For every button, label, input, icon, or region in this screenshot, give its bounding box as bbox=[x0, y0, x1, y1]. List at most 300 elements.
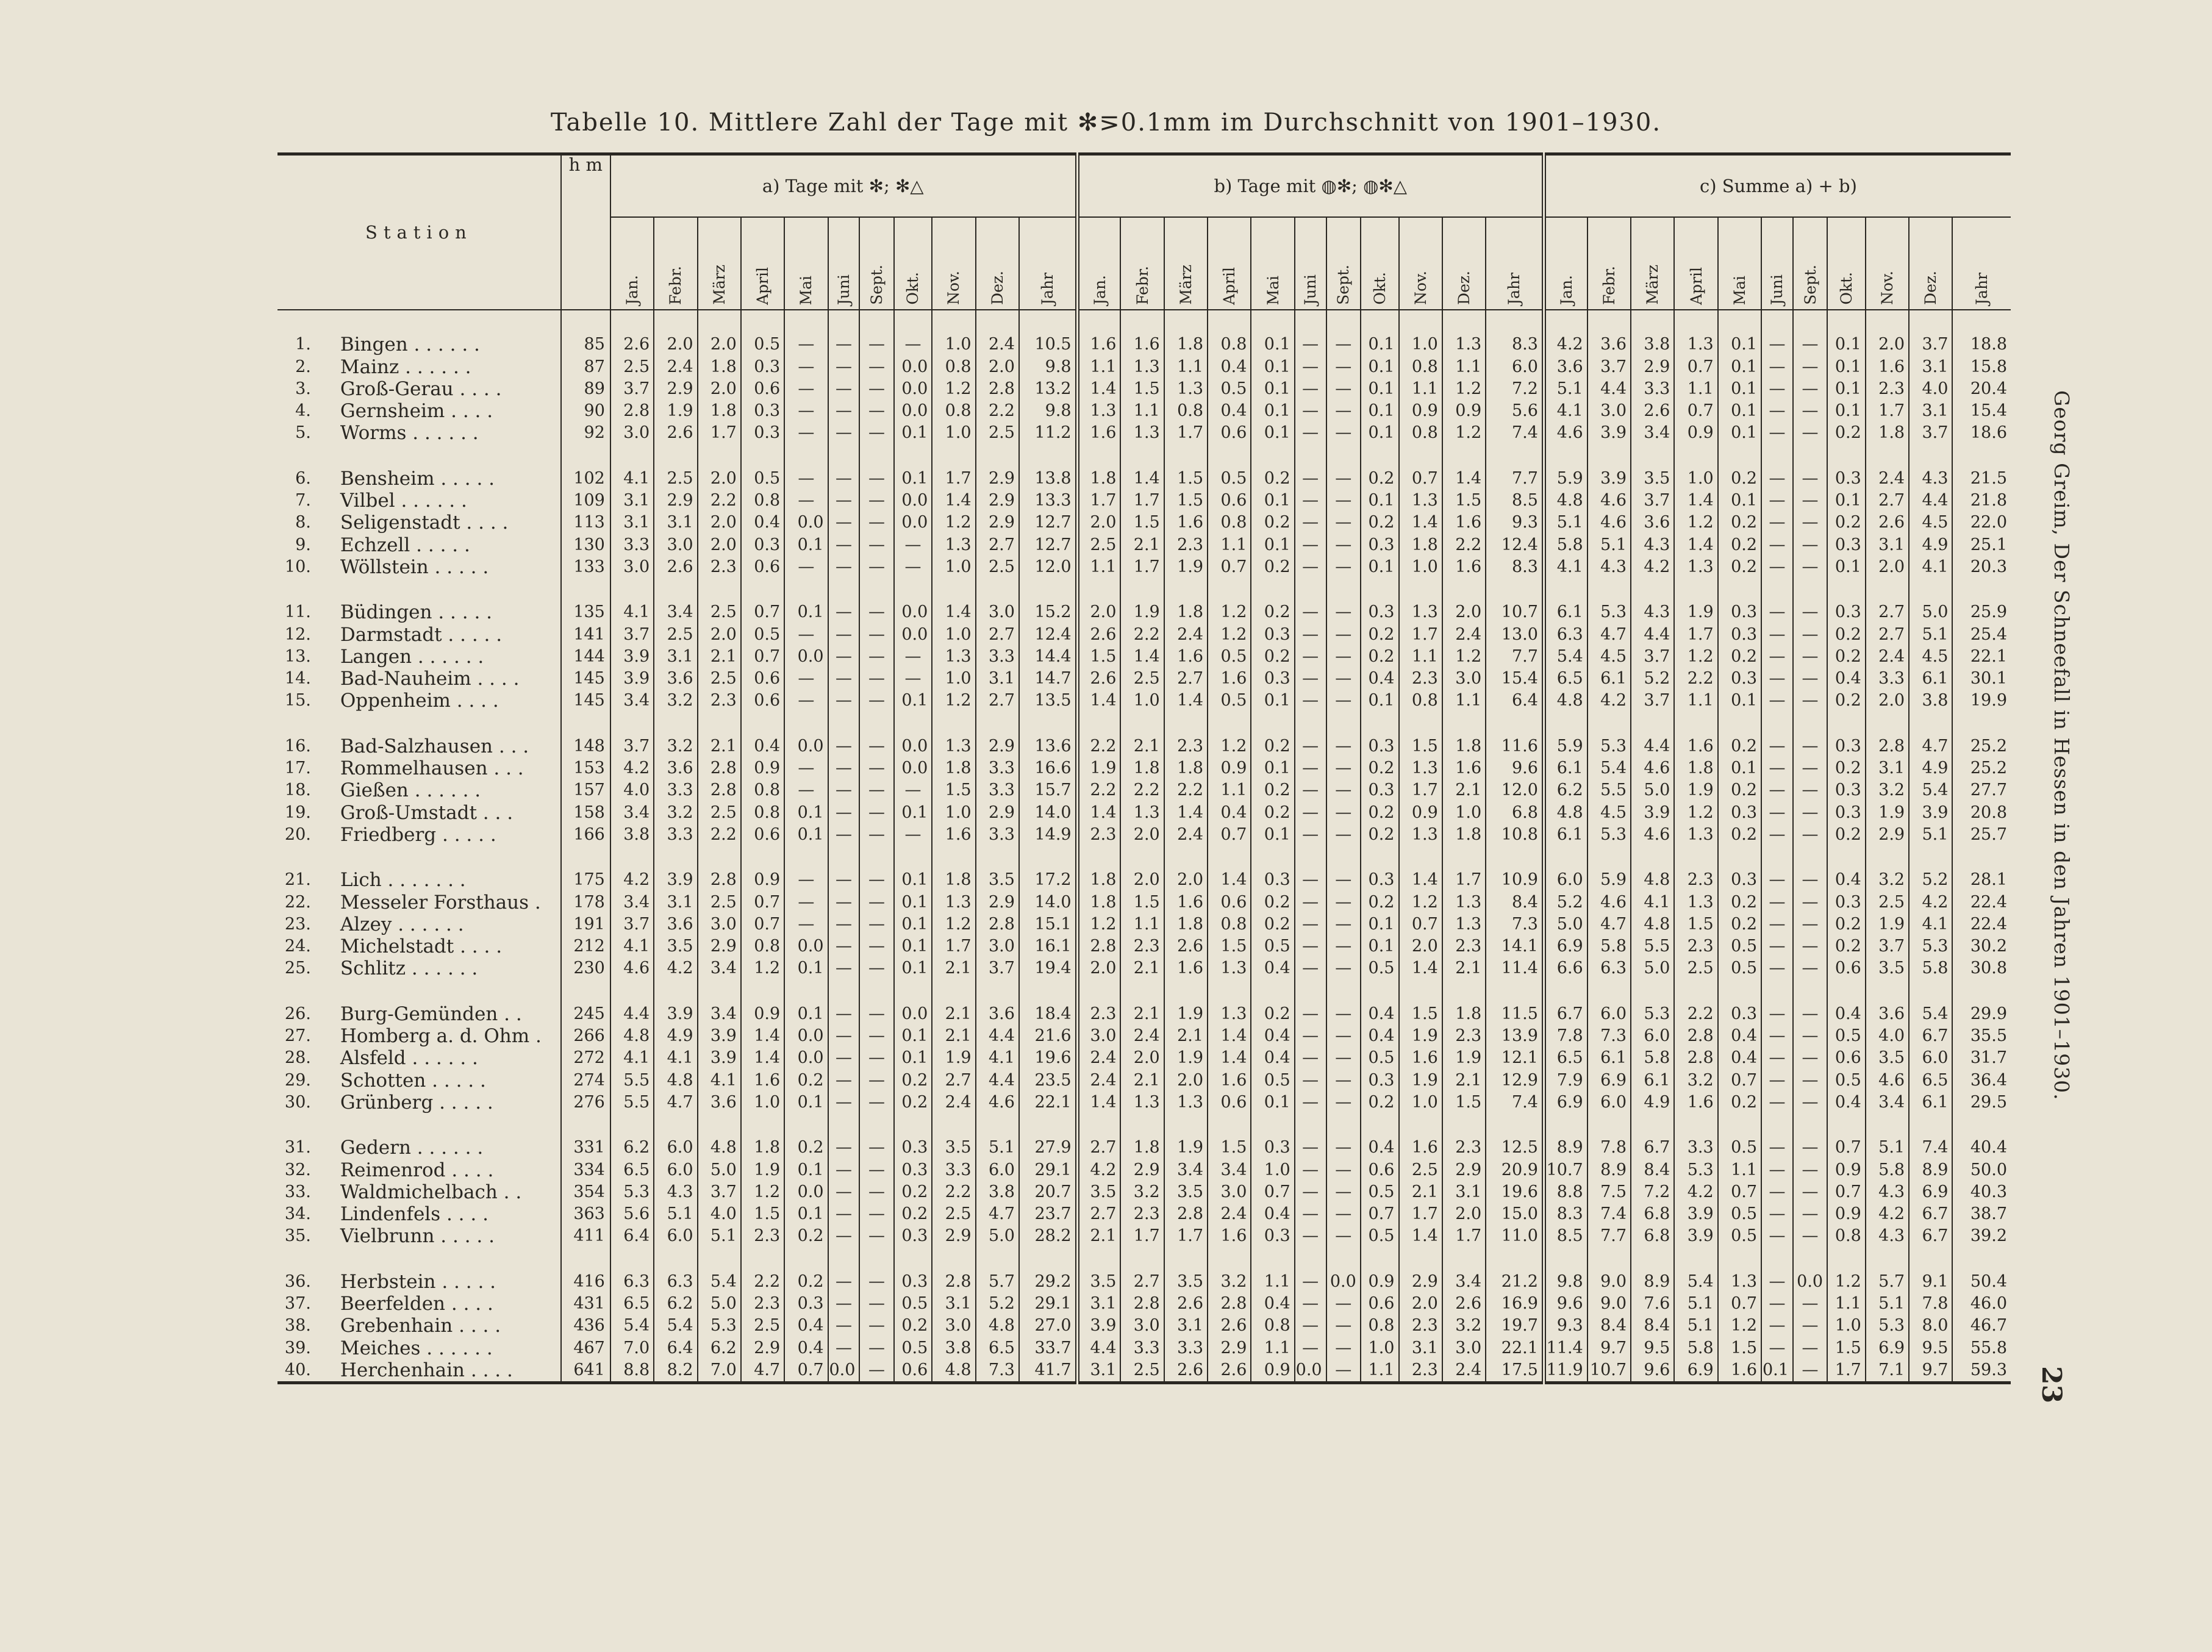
month-label: Febr. bbox=[1600, 266, 1618, 305]
value-cell-c: — bbox=[1793, 334, 1827, 356]
value-cell-c: 29.5 bbox=[1952, 1092, 2011, 1114]
value-cell-c: — bbox=[1793, 869, 1827, 891]
value-cell-a: — bbox=[784, 556, 828, 578]
value-cell-a: 0.1 bbox=[784, 1092, 828, 1114]
value-cell-a: 0.0 bbox=[894, 1003, 932, 1024]
station-name: Darmstadt . . . . . bbox=[340, 623, 503, 646]
value-cell-a: 1.4 bbox=[741, 1025, 784, 1047]
value-cell-b: 1.4 bbox=[1208, 869, 1251, 891]
value-cell-a: 0.0 bbox=[784, 646, 828, 668]
value-cell-a: — bbox=[828, 356, 860, 377]
value-cell-b: 0.3 bbox=[1251, 1137, 1294, 1159]
value-cell-a: 2.2 bbox=[741, 1270, 784, 1292]
row-number: 38. bbox=[284, 1316, 311, 1336]
value-cell-b: 2.3 bbox=[1077, 824, 1120, 846]
value-cell-b: 2.4 bbox=[1077, 1069, 1120, 1091]
value-cell-a: 5.1 bbox=[654, 1203, 697, 1225]
value-cell-a: 19.6 bbox=[1019, 1047, 1077, 1069]
value-cell-b: 20.9 bbox=[1486, 1159, 1544, 1181]
value-cell-a: 2.9 bbox=[976, 512, 1019, 534]
value-cell-b: 1.0 bbox=[1399, 1092, 1442, 1114]
value-cell-c: 5.2 bbox=[1631, 668, 1674, 690]
value-cell-c: 5.3 bbox=[1587, 601, 1631, 623]
header-group-row bbox=[277, 154, 2011, 218]
value-cell-a: — bbox=[859, 1359, 893, 1383]
value-cell-c: 0.7 bbox=[1718, 1293, 1761, 1315]
month-header bbox=[1866, 217, 1909, 310]
value-cell-c: 1.7 bbox=[1827, 1359, 1866, 1383]
value-cell-c: 4.8 bbox=[1631, 914, 1674, 935]
value-cell-c: 3.3 bbox=[1674, 1137, 1717, 1159]
value-cell-b: 21.2 bbox=[1486, 1270, 1544, 1292]
value-cell-c: 0.3 bbox=[1827, 601, 1866, 623]
value-cell-b: 3.2 bbox=[1120, 1181, 1164, 1203]
value-cell-a: 6.0 bbox=[654, 1225, 697, 1247]
value-cell-b: 0.8 bbox=[1164, 400, 1208, 422]
value-cell-a: 0.5 bbox=[741, 623, 784, 645]
value-cell-b: 0.3 bbox=[1251, 623, 1294, 645]
value-cell-c: 1.3 bbox=[1674, 824, 1717, 846]
value-cell-a: — bbox=[828, 668, 860, 690]
value-cell-a: 5.6 bbox=[610, 1203, 654, 1225]
gap-cell bbox=[654, 578, 697, 601]
value-cell-c: 3.9 bbox=[1587, 422, 1631, 444]
value-cell-b: 1.8 bbox=[1164, 601, 1208, 623]
value-cell-c: 4.2 bbox=[1674, 1181, 1717, 1203]
value-cell-c: 3.2 bbox=[1674, 1069, 1717, 1091]
value-cell-c: 20.4 bbox=[1952, 378, 2011, 400]
table-row bbox=[277, 512, 2011, 534]
value-cell-c: 9.5 bbox=[1909, 1337, 1952, 1359]
value-cell-a: — bbox=[828, 378, 860, 400]
value-cell-c: 0.2 bbox=[1718, 556, 1761, 578]
value-cell-c: — bbox=[1761, 1315, 1793, 1337]
gap-cell bbox=[1361, 712, 1399, 735]
value-cell-a: 0.0 bbox=[894, 757, 932, 779]
value-cell-c: 1.7 bbox=[1866, 400, 1909, 422]
value-cell-b: 1.6 bbox=[1399, 1137, 1442, 1159]
value-cell-b: — bbox=[1326, 1047, 1361, 1069]
value-cell-b: 0.2 bbox=[1251, 779, 1294, 801]
value-cell-a: 3.1 bbox=[654, 512, 697, 534]
gap-cell bbox=[932, 444, 975, 467]
value-cell-a: 5.5 bbox=[610, 1069, 654, 1091]
value-cell-c: 2.3 bbox=[1866, 378, 1909, 400]
value-cell-a: — bbox=[828, 512, 860, 534]
value-cell-a: 2.5 bbox=[976, 422, 1019, 444]
value-cell-c: 1.5 bbox=[1827, 1337, 1866, 1359]
value-cell-c: 8.9 bbox=[1909, 1159, 1952, 1181]
value-cell-b: 1.7 bbox=[1164, 422, 1208, 444]
value-cell-b: 1.2 bbox=[1442, 646, 1486, 668]
value-cell-b: — bbox=[1295, 623, 1326, 645]
month-header bbox=[1952, 217, 2011, 310]
station-height: 641 bbox=[561, 1359, 610, 1383]
value-cell-a: 3.4 bbox=[610, 891, 654, 913]
value-cell-b: 2.4 bbox=[1120, 1025, 1164, 1047]
value-cell-b: 2.1 bbox=[1120, 957, 1164, 979]
gap-cell bbox=[1952, 444, 2011, 467]
station-header: Station bbox=[277, 154, 561, 310]
month-header bbox=[1718, 217, 1761, 310]
value-cell-c: 15.8 bbox=[1952, 356, 2011, 377]
value-cell-b: 3.0 bbox=[1120, 1315, 1164, 1337]
value-cell-a: 3.2 bbox=[654, 735, 697, 757]
gap-cell bbox=[1827, 712, 1866, 735]
value-cell-a: 2.8 bbox=[932, 1270, 975, 1292]
table-row bbox=[277, 735, 2011, 757]
table-row bbox=[277, 467, 2011, 489]
value-cell-a: 5.4 bbox=[610, 1315, 654, 1337]
value-cell-a: — bbox=[828, 735, 860, 757]
gap-cell bbox=[1952, 1247, 2011, 1270]
value-cell-c: — bbox=[1761, 1293, 1793, 1315]
value-cell-b: 0.8 bbox=[1399, 422, 1442, 444]
value-cell-a: 2.7 bbox=[976, 534, 1019, 556]
value-cell-c: 46.0 bbox=[1952, 1293, 2011, 1315]
value-cell-c: 4.7 bbox=[1587, 623, 1631, 645]
gap-cell bbox=[1077, 712, 1120, 735]
gap-cell bbox=[859, 846, 893, 869]
gap-cell bbox=[1631, 712, 1674, 735]
gap-cell bbox=[698, 444, 741, 467]
value-cell-c: 1.6 bbox=[1674, 1092, 1717, 1114]
value-cell-c: 0.3 bbox=[1718, 601, 1761, 623]
value-cell-b: 2.0 bbox=[1077, 512, 1120, 534]
value-cell-c: 0.3 bbox=[1718, 623, 1761, 645]
spacer-cell bbox=[561, 310, 610, 334]
station-name: Grebenhain . . . . bbox=[340, 1315, 501, 1337]
value-cell-b: — bbox=[1326, 735, 1361, 757]
value-cell-c: 40.4 bbox=[1952, 1137, 2011, 1159]
value-cell-c: 6.3 bbox=[1587, 957, 1631, 979]
value-cell-b: 2.6 bbox=[1442, 1293, 1486, 1315]
value-cell-a: 5.2 bbox=[976, 1293, 1019, 1315]
value-cell-b: — bbox=[1295, 1315, 1326, 1337]
value-cell-c: 25.2 bbox=[1952, 735, 2011, 757]
gap-cell bbox=[828, 1114, 860, 1137]
gap-cell bbox=[317, 444, 561, 467]
value-cell-a: 16.1 bbox=[1019, 935, 1077, 957]
gap-cell bbox=[1326, 444, 1361, 467]
value-cell-a: 0.2 bbox=[894, 1069, 932, 1091]
gap-cell bbox=[654, 712, 697, 735]
value-cell-a: 14.7 bbox=[1019, 668, 1077, 690]
value-cell-b: 2.0 bbox=[1120, 824, 1164, 846]
value-cell-b: — bbox=[1295, 1337, 1326, 1359]
gap-cell bbox=[859, 979, 893, 1003]
value-cell-b: 14.1 bbox=[1486, 935, 1544, 957]
value-cell-b: 1.0 bbox=[1399, 334, 1442, 356]
spacer-cell bbox=[976, 310, 1019, 334]
value-cell-a: 1.2 bbox=[932, 914, 975, 935]
value-cell-b: 0.1 bbox=[1251, 400, 1294, 422]
value-cell-b: 0.5 bbox=[1361, 1225, 1399, 1247]
value-cell-a: — bbox=[859, 1337, 893, 1359]
value-cell-c: 19.9 bbox=[1952, 690, 2011, 712]
month-label: Nov. bbox=[1411, 270, 1430, 305]
value-cell-c: 5.1 bbox=[1674, 1293, 1717, 1315]
gap-cell bbox=[1587, 1114, 1631, 1137]
value-cell-a: 0.0 bbox=[784, 735, 828, 757]
gap-cell bbox=[610, 1247, 654, 1270]
group-gap-row bbox=[277, 578, 2011, 601]
value-cell-a: 2.0 bbox=[698, 534, 741, 556]
value-cell-b: — bbox=[1295, 935, 1326, 957]
value-cell-a: 0.3 bbox=[894, 1225, 932, 1247]
value-cell-a: 0.3 bbox=[741, 534, 784, 556]
station-name: Vilbel . . . . . . bbox=[340, 490, 467, 512]
value-cell-a: 14.4 bbox=[1019, 646, 1077, 668]
value-cell-b: 13.9 bbox=[1486, 1025, 1544, 1047]
value-cell-b: — bbox=[1326, 668, 1361, 690]
value-cell-b: 2.6 bbox=[1164, 935, 1208, 957]
value-cell-c: 8.8 bbox=[1544, 1181, 1587, 1203]
table-row bbox=[277, 1293, 2011, 1315]
value-cell-a: 1.2 bbox=[932, 690, 975, 712]
value-cell-b: 2.0 bbox=[1077, 601, 1120, 623]
value-cell-b: 1.4 bbox=[1077, 690, 1120, 712]
value-cell-b: — bbox=[1326, 356, 1361, 377]
value-cell-c: 0.4 bbox=[1827, 1003, 1866, 1024]
station-height: 157 bbox=[561, 779, 610, 801]
value-cell-c: 3.4 bbox=[1866, 1092, 1909, 1114]
station-height: 363 bbox=[561, 1203, 610, 1225]
spacer-cell bbox=[741, 310, 784, 334]
value-cell-a: 15.2 bbox=[1019, 601, 1077, 623]
value-cell-a: — bbox=[828, 1203, 860, 1225]
value-cell-c: 5.1 bbox=[1587, 534, 1631, 556]
value-cell-a: 0.7 bbox=[741, 646, 784, 668]
value-cell-c: — bbox=[1761, 422, 1793, 444]
gap-cell bbox=[1866, 1114, 1909, 1137]
value-cell-a: 0.3 bbox=[741, 356, 784, 377]
value-cell-c: 4.2 bbox=[1631, 556, 1674, 578]
value-cell-c: 4.2 bbox=[1544, 334, 1587, 356]
value-cell-c: — bbox=[1793, 534, 1827, 556]
value-cell-a: — bbox=[784, 467, 828, 489]
value-cell-a: 0.1 bbox=[784, 957, 828, 979]
station-name: Meiches . . . . . . bbox=[340, 1337, 493, 1359]
value-cell-c: 5.4 bbox=[1909, 779, 1952, 801]
value-cell-c: 1.6 bbox=[1718, 1359, 1761, 1383]
gap-cell bbox=[1827, 846, 1866, 869]
gap-cell bbox=[1019, 1247, 1077, 1270]
value-cell-c: 0.1 bbox=[1718, 422, 1761, 444]
value-cell-c: 22.4 bbox=[1952, 891, 2011, 913]
value-cell-a: 0.8 bbox=[741, 779, 784, 801]
table-row bbox=[277, 356, 2011, 377]
value-cell-b: 0.2 bbox=[1251, 512, 1294, 534]
gap-cell bbox=[1587, 712, 1631, 735]
value-cell-b: 1.1 bbox=[1164, 356, 1208, 377]
value-cell-a: 0.6 bbox=[741, 668, 784, 690]
value-cell-b: — bbox=[1295, 914, 1326, 935]
station-name: Lindenfels . . . . bbox=[340, 1203, 489, 1226]
value-cell-b: 1.5 bbox=[1164, 490, 1208, 512]
station-name: Langen . . . . . . bbox=[340, 645, 484, 668]
value-cell-a: — bbox=[859, 1025, 893, 1047]
value-cell-a: 23.5 bbox=[1019, 1069, 1077, 1091]
gap-cell bbox=[1019, 444, 1077, 467]
value-cell-b: 3.9 bbox=[1077, 1315, 1120, 1337]
value-cell-a: 2.8 bbox=[976, 378, 1019, 400]
value-cell-c: 0.5 bbox=[1718, 1225, 1761, 1247]
value-cell-b: 8.3 bbox=[1486, 556, 1544, 578]
value-cell-b: — bbox=[1326, 690, 1361, 712]
station-height: 411 bbox=[561, 1225, 610, 1247]
gap-cell bbox=[1952, 712, 2011, 735]
value-cell-c: — bbox=[1761, 1203, 1793, 1225]
month-header bbox=[1077, 217, 1120, 310]
gap-cell bbox=[1208, 578, 1251, 601]
station-name: Wöllstein . . . . . bbox=[340, 556, 489, 578]
gap-cell bbox=[610, 712, 654, 735]
gap-cell bbox=[1251, 1114, 1294, 1137]
value-cell-a: 0.2 bbox=[784, 1270, 828, 1292]
value-cell-b: 0.4 bbox=[1251, 1293, 1294, 1315]
value-cell-b: 1.5 bbox=[1399, 1003, 1442, 1024]
value-cell-c: 0.1 bbox=[1827, 356, 1866, 377]
value-cell-b: 0.1 bbox=[1361, 422, 1399, 444]
value-cell-b: 15.0 bbox=[1486, 1203, 1544, 1225]
value-cell-c: 0.8 bbox=[1827, 1225, 1866, 1247]
value-cell-a: 4.7 bbox=[654, 1092, 697, 1114]
value-cell-b: 1.1 bbox=[1077, 556, 1120, 578]
value-cell-b: — bbox=[1295, 757, 1326, 779]
station-name: Lich . . . . . . . bbox=[340, 869, 466, 892]
spacer-cell bbox=[1827, 310, 1866, 334]
value-cell-a: 2.7 bbox=[976, 623, 1019, 645]
value-cell-c: 0.2 bbox=[1718, 779, 1761, 801]
station-name: Schotten . . . . . bbox=[340, 1069, 486, 1092]
value-cell-a: 3.9 bbox=[610, 646, 654, 668]
gap-cell bbox=[1866, 578, 1909, 601]
value-cell-c: — bbox=[1761, 378, 1793, 400]
station-height: 145 bbox=[561, 668, 610, 690]
value-cell-b: 2.8 bbox=[1120, 1293, 1164, 1315]
spacer-cell bbox=[1952, 310, 2011, 334]
gap-cell bbox=[1251, 712, 1294, 735]
value-cell-c: 4.4 bbox=[1587, 378, 1631, 400]
value-cell-b: 2.0 bbox=[1164, 869, 1208, 891]
value-cell-a: — bbox=[784, 356, 828, 377]
gap-cell bbox=[741, 979, 784, 1003]
row-number: 2. bbox=[295, 357, 311, 376]
value-cell-b: 12.4 bbox=[1486, 534, 1544, 556]
value-cell-a: — bbox=[859, 1003, 893, 1024]
value-cell-b: 1.1 bbox=[1442, 690, 1486, 712]
gap-cell bbox=[1399, 578, 1442, 601]
value-cell-b: 0.9 bbox=[1251, 1359, 1294, 1383]
value-cell-b: 6.4 bbox=[1486, 690, 1544, 712]
value-cell-a: 3.7 bbox=[698, 1181, 741, 1203]
value-cell-c: 4.5 bbox=[1587, 646, 1631, 668]
month-header bbox=[1631, 217, 1674, 310]
month-label: Mai bbox=[797, 275, 815, 305]
row-number: 28. bbox=[284, 1048, 311, 1068]
value-cell-b: 2.8 bbox=[1208, 1293, 1251, 1315]
table-row bbox=[277, 601, 2011, 623]
value-cell-b: 1.1 bbox=[1120, 914, 1164, 935]
gap-cell bbox=[317, 1247, 561, 1270]
value-cell-a: 0.1 bbox=[894, 957, 932, 979]
value-cell-a: 21.6 bbox=[1019, 1025, 1077, 1047]
value-cell-c: 7.8 bbox=[1544, 1025, 1587, 1047]
value-cell-c: 4.6 bbox=[1631, 824, 1674, 846]
value-cell-a: — bbox=[859, 334, 893, 356]
gap-cell bbox=[1019, 846, 1077, 869]
value-cell-c: 0.2 bbox=[1827, 824, 1866, 846]
station-name: Alsfeld . . . . . . bbox=[340, 1047, 478, 1070]
table-row bbox=[277, 914, 2011, 935]
month-header bbox=[1164, 217, 1208, 310]
gap-cell bbox=[1827, 1114, 1866, 1137]
value-cell-a: 0.6 bbox=[741, 690, 784, 712]
value-cell-c: 35.5 bbox=[1952, 1025, 2011, 1047]
value-cell-b: — bbox=[1295, 378, 1326, 400]
gap-cell bbox=[1251, 979, 1294, 1003]
value-cell-a: 29.2 bbox=[1019, 1270, 1077, 1292]
value-cell-a: 0.1 bbox=[894, 869, 932, 891]
gap-cell bbox=[1866, 712, 1909, 735]
value-cell-b: — bbox=[1326, 1181, 1361, 1203]
value-cell-a: — bbox=[828, 1025, 860, 1047]
gap-cell bbox=[1544, 846, 1587, 869]
gap-cell bbox=[1326, 712, 1361, 735]
value-cell-c: — bbox=[1793, 1025, 1827, 1047]
value-cell-c: 5.3 bbox=[1866, 1315, 1909, 1337]
value-cell-c: — bbox=[1793, 914, 1827, 935]
value-cell-a: 0.6 bbox=[741, 824, 784, 846]
value-cell-a: 0.5 bbox=[741, 334, 784, 356]
value-cell-c: 6.7 bbox=[1909, 1025, 1952, 1047]
value-cell-a: 6.0 bbox=[654, 1159, 697, 1181]
value-cell-b: — bbox=[1295, 512, 1326, 534]
value-cell-c: 0.2 bbox=[1827, 690, 1866, 712]
gap-cell bbox=[859, 578, 893, 601]
month-label: Sept. bbox=[1334, 265, 1353, 305]
value-cell-a: — bbox=[859, 1181, 893, 1203]
value-cell-c: — bbox=[1761, 757, 1793, 779]
value-cell-c: 6.5 bbox=[1544, 668, 1587, 690]
gap-cell bbox=[894, 1247, 932, 1270]
month-header bbox=[1120, 217, 1164, 310]
station-name: Groß-Umstadt . . . bbox=[340, 801, 514, 824]
value-cell-b: 1.4 bbox=[1120, 646, 1164, 668]
gap-cell bbox=[1674, 846, 1717, 869]
spacer-cell bbox=[1909, 310, 1952, 334]
value-cell-c: 5.0 bbox=[1909, 601, 1952, 623]
month-label: Jan. bbox=[1090, 275, 1109, 305]
gap-cell bbox=[1674, 444, 1717, 467]
gap-cell bbox=[1019, 712, 1077, 735]
value-cell-c: 5.4 bbox=[1587, 757, 1631, 779]
value-cell-c: 3.9 bbox=[1631, 801, 1674, 823]
value-cell-a: 8.8 bbox=[610, 1359, 654, 1383]
station-name: Beerfelden . . . . bbox=[340, 1292, 493, 1315]
value-cell-c: 9.6 bbox=[1631, 1359, 1674, 1383]
value-cell-b: 2.1 bbox=[1120, 735, 1164, 757]
value-cell-c: 2.2 bbox=[1674, 668, 1717, 690]
station-height: 148 bbox=[561, 735, 610, 757]
month-label: April bbox=[754, 267, 772, 305]
value-cell-c: 3.7 bbox=[1631, 490, 1674, 512]
row-number: 19. bbox=[284, 803, 311, 822]
value-cell-c: — bbox=[1793, 735, 1827, 757]
gap-cell bbox=[932, 979, 975, 1003]
value-cell-a: 2.9 bbox=[976, 801, 1019, 823]
